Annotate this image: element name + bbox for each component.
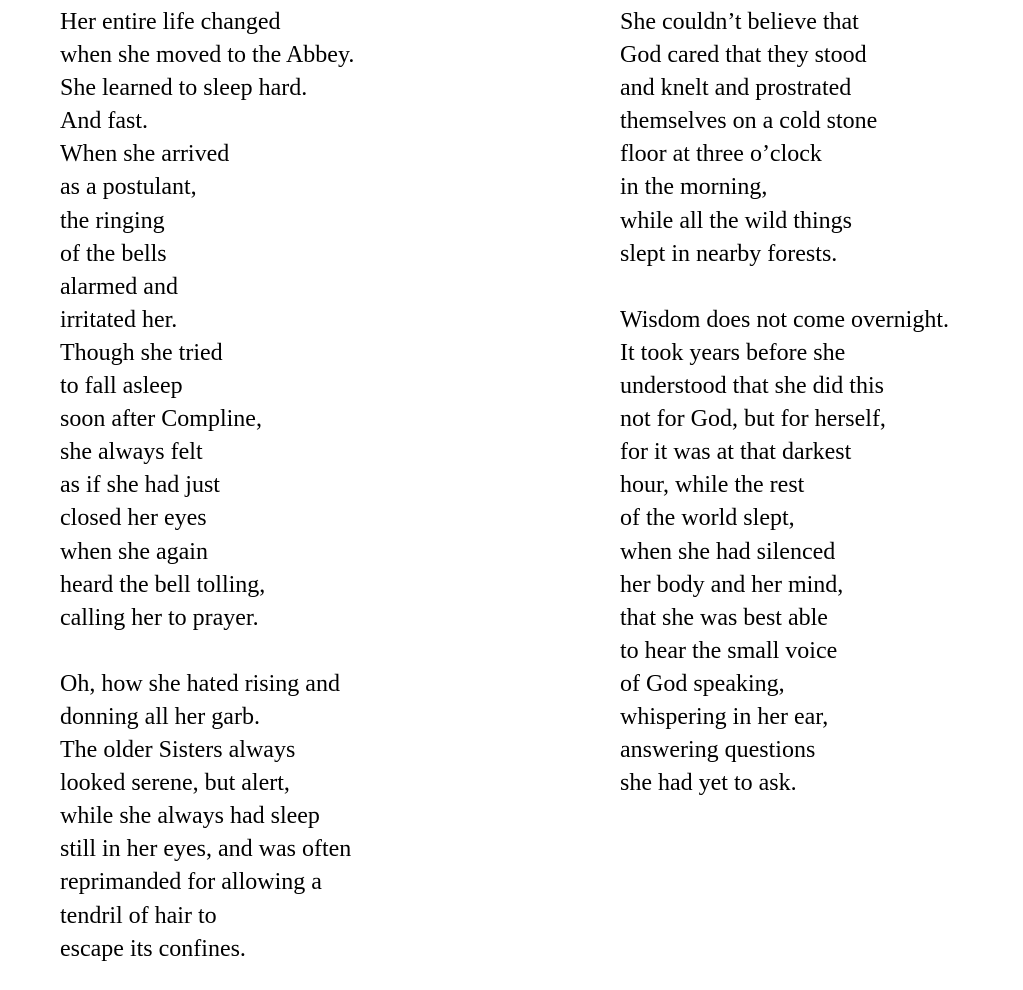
poem-line: themselves on a cold stone — [620, 108, 878, 135]
poem-line: slept in nearby forests. — [620, 240, 838, 267]
poem-line: God cared that they stood — [620, 42, 867, 69]
poem-line: floor at three o’clock — [620, 141, 822, 168]
poem-line: escape its confines. — [60, 935, 246, 962]
poem-line: the ringing — [60, 207, 165, 234]
poem-right-column — [620, 6, 949, 800]
poem-line: understood that she did this — [620, 373, 884, 400]
poem-line: as if she had just — [60, 472, 220, 499]
poem-line: of the bells — [60, 240, 167, 267]
poem-line: whispering in her ear, — [620, 703, 829, 730]
poem-line: when she had silenced — [620, 538, 836, 565]
stanza-1 — [60, 6, 354, 635]
poem-left-column — [60, 6, 354, 966]
poem-line: of the world slept, — [620, 505, 795, 532]
poem-line: calling her to prayer. — [60, 604, 259, 631]
poem-line: in the morning, — [620, 174, 768, 201]
poem-line: When she arrived — [60, 141, 230, 168]
poem-line: while all the wild things — [620, 207, 852, 234]
poem-line: when she again — [60, 538, 208, 565]
poem-line: tendril of hair to — [60, 902, 217, 929]
poem-line: to fall asleep — [60, 373, 183, 400]
poem-line: hour, while the rest — [620, 472, 805, 499]
poem-line: She learned to sleep hard. — [60, 75, 308, 102]
poem-line: The older Sisters always — [60, 737, 296, 764]
poem-line: soon after Compline, — [60, 406, 262, 433]
poem-line: Though she tried — [60, 339, 223, 366]
poem-line: Oh, how she hated rising and — [60, 670, 340, 697]
poem-line: when she moved to the Abbey. — [60, 42, 355, 69]
poem-line: for it was at that darkest — [620, 439, 852, 466]
stanza-break — [620, 271, 949, 304]
poem-line: It took years before she — [620, 339, 846, 366]
poem-line: closed her eyes — [60, 505, 207, 532]
poem-line: she always felt — [60, 439, 203, 466]
poem-line: to hear the small voice — [620, 637, 838, 664]
poem-line: And fast. — [60, 108, 148, 135]
poem-line: that she was best able — [620, 604, 828, 631]
poem-line: donning all her garb. — [60, 703, 260, 730]
poem-line: answering questions — [620, 737, 816, 764]
stanza-3 — [620, 6, 949, 271]
poem-line: as a postulant, — [60, 174, 197, 201]
poem-line: irritated her. — [60, 306, 178, 333]
poem-line: reprimanded for allowing a — [60, 869, 322, 896]
poem-line: She couldn’t believe that — [620, 9, 859, 35]
stanza-break — [60, 635, 354, 668]
poem-line: still in her eyes, and was often — [60, 836, 352, 863]
poem-line: Her entire life changed — [60, 9, 281, 35]
stanza-4 — [620, 304, 949, 800]
poem-line: looked serene, but alert, — [60, 770, 290, 797]
poem-line: her body and her mind, — [620, 571, 844, 598]
poem-line: she had yet to ask. — [620, 770, 797, 797]
poem-line: of God speaking, — [620, 670, 785, 697]
poem-line: not for God, but for herself, — [620, 406, 886, 433]
poem-line: heard the bell tolling, — [60, 571, 266, 598]
poem-line: Wisdom does not come overnight. — [620, 306, 949, 333]
poem-line: alarmed and — [60, 273, 178, 300]
poem-line: while she always had sleep — [60, 803, 320, 830]
poem-line: and knelt and prostrated — [620, 75, 852, 102]
stanza-2 — [60, 668, 354, 966]
